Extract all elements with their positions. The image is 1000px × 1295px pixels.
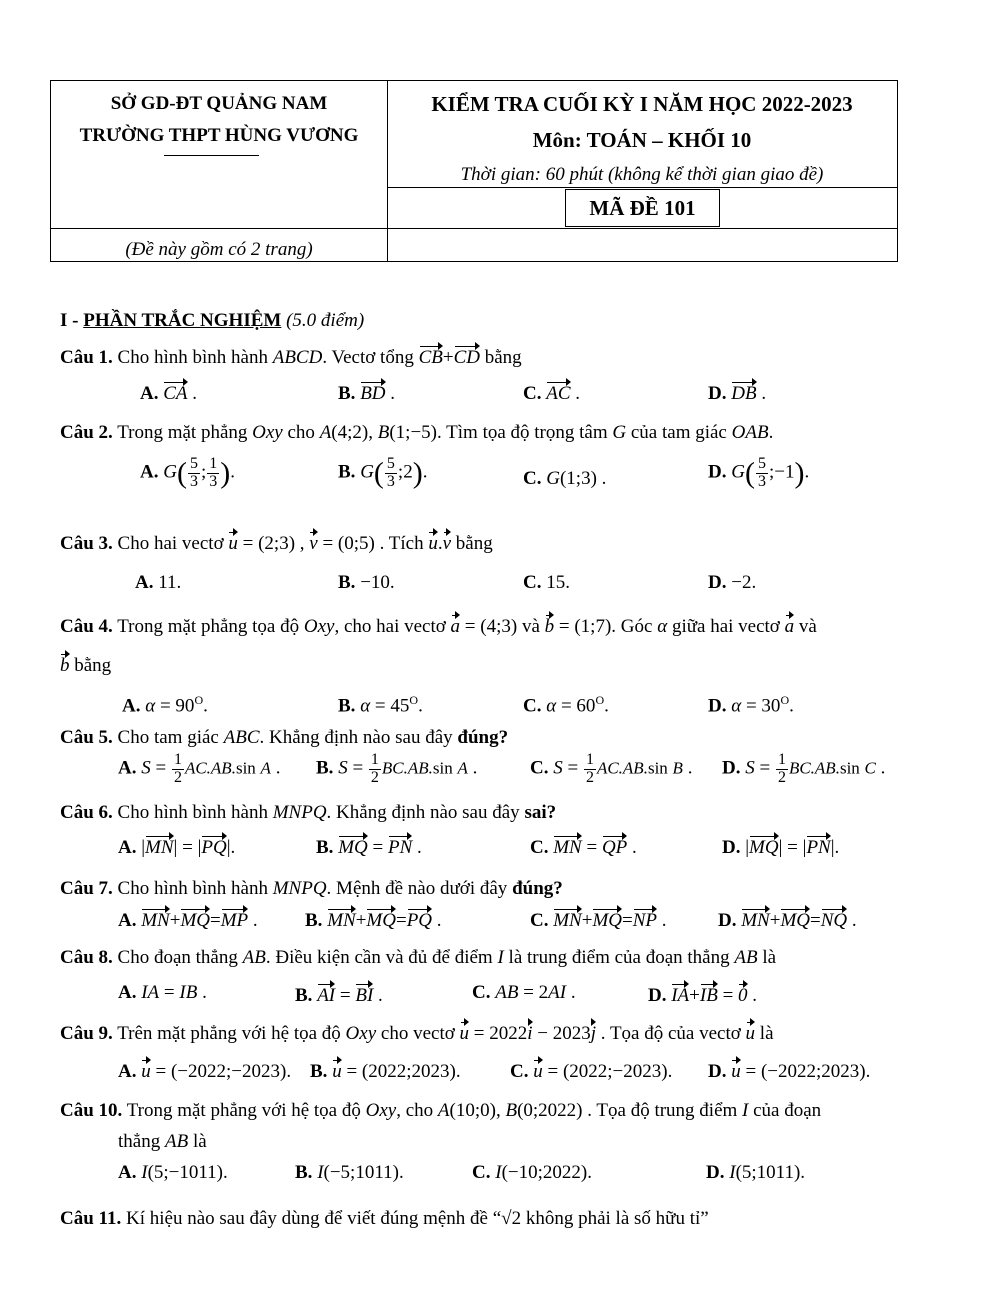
q4-option-d[interactable]: D. $\alpha = 30^O$. [708, 693, 794, 717]
question-label: Câu 8. [60, 947, 113, 968]
q5-option-c[interactable]: C. S = $\frac{1}{2}$ AC.AB.sin B . [530, 751, 693, 786]
q6-option-d[interactable]: D. |MQ| = |PN|. [722, 834, 839, 859]
q3-option-a[interactable]: A. 11. [135, 572, 182, 593]
exam-header-table [50, 80, 898, 262]
section-title: I - PHẦN TRẮC NGHIỆM (5.0 điểm) [60, 310, 365, 331]
q6-option-b[interactable]: B. MQ = PN . [316, 834, 422, 859]
q5-option-d[interactable]: D. S = $\frac{1}{2}$ BC.AB.sin C . [722, 751, 886, 786]
org-underline [164, 155, 259, 156]
question-label: Câu 10. [60, 1100, 123, 1121]
q7-option-d[interactable]: D. MN+MQ=NQ . [718, 907, 857, 932]
q3-option-d[interactable]: D. −2. [708, 572, 757, 593]
question-1: Câu 1. Cho hình bình hành ABCD. Vectơ tổng CB+CD bằng [60, 344, 522, 369]
q1-option-a[interactable]: A. CA . [140, 380, 197, 405]
q10-option-d[interactable]: D. I(5;1011). [706, 1162, 806, 1183]
question-11: Câu 11. Kí hiệu nào sau đây dùng để viết đúng mệnh đề “√2 không phải là số hữu tỉ” [60, 1208, 709, 1229]
exam-title: KIỂM TRA CUỐI KỲ I NĂM HỌC 2022-2023 [431, 92, 853, 116]
question-label: Câu 4. [60, 616, 113, 637]
q6-option-c[interactable]: C. MN = QP . [530, 834, 637, 859]
time-line: Thời gian: 60 phút (không kể thời gian giao đề) [460, 164, 824, 185]
q5-option-b[interactable]: B. S = $\frac{1}{2}$ BC.AB.sin A . [316, 751, 478, 786]
q1-option-d[interactable]: D. DB . [708, 380, 766, 405]
question-10-cont: thẳng AB là [118, 1131, 207, 1152]
question-label: Câu 6. [60, 802, 113, 823]
question-4: Câu 4. Trong mặt phẳng tọa độ Oxy, cho hai vectơ a = (4;3) và b = (1;7). Góc α giữa hai vectơ a và [60, 613, 817, 638]
exam-code-box: MÃ ĐỀ 101 [565, 189, 720, 227]
q7-option-b[interactable]: B. MN+MQ=PQ . [305, 907, 442, 932]
q3-option-b[interactable]: B. −10. [338, 572, 395, 593]
question-label: Câu 2. [60, 422, 113, 443]
q4-option-c[interactable]: C. $\alpha = 60^O$. [523, 693, 609, 717]
org-line1: SỞ GD-ĐT QUẢNG NAM [110, 93, 328, 114]
q1-option-b[interactable]: B. BD . [338, 380, 395, 405]
question-10: Câu 10. Trong mặt phẳng với hệ tọa độ Oxy, cho A(10;0), B(0;2022) . Tọa độ trung điểm I của đoạn [60, 1100, 822, 1121]
question-label: Câu 3. [60, 533, 113, 554]
header-divider-bottom [51, 228, 897, 229]
q4-option-a[interactable]: A. $\alpha = 90^O$. [122, 693, 208, 717]
q6-option-a[interactable]: A. |MN| = |PQ|. [118, 834, 235, 859]
question-5: Câu 5. Cho tam giác ABC. Khẳng định nào sau đây đúng? [60, 727, 509, 748]
q10-option-a[interactable]: A. I(5;−1011). [118, 1162, 228, 1183]
question-label: Câu 11. [60, 1208, 122, 1229]
q8-option-b[interactable]: B. AI = BI . [295, 982, 383, 1007]
question-9: Câu 9. Trên mặt phẳng với hệ tọa độ Oxy cho vectơ u = 2022i − 2023j . Tọa độ của vectơ u là [60, 1020, 774, 1045]
header-divider-right [387, 187, 897, 188]
q9-option-a[interactable]: A. u = (−2022;−2023). [118, 1058, 291, 1083]
q7-option-c[interactable]: C. MN+MQ=NP . [530, 907, 667, 932]
q9-option-d[interactable]: D. u = (−2022;2023). [708, 1058, 870, 1083]
q5-option-a[interactable]: A. S = $\frac{1}{2}$ AC.AB.sin A . [118, 751, 281, 786]
q8-option-d[interactable]: D. IA+IB = 0 . [648, 982, 757, 1007]
q2-option-b[interactable]: B. G( $\frac{5}{3}$ ;2). [338, 455, 428, 490]
subject-line: Môn: TOÁN – KHỐI 10 [532, 128, 752, 152]
q1-option-c[interactable]: C. AC . [523, 380, 580, 405]
question-label: Câu 9. [60, 1023, 113, 1044]
question-7: Câu 7. Cho hình bình hành MNPQ. Mệnh đề nào dưới đây đúng? [60, 878, 563, 899]
q3-option-c[interactable]: C. 15. [523, 572, 570, 593]
question-8: Câu 8. Cho đoạn thẳng AB. Điều kiện cần và đủ để điểm I là trung điểm của đoạn thẳng AB là [60, 947, 777, 968]
question-label: Câu 1. [60, 347, 113, 368]
q10-option-b[interactable]: B. I(−5;1011). [295, 1162, 404, 1183]
q10-option-c[interactable]: C. I(−10;2022). [472, 1162, 592, 1183]
q9-option-b[interactable]: B. u = (2022;2023). [310, 1058, 461, 1083]
question-2: Câu 2. Trong mặt phẳng Oxy cho A(4;2), B(1;−5). Tìm tọa độ trọng tâm G của tam giác OAB. [60, 422, 774, 443]
q8-option-a[interactable]: A. IA = IB . [118, 982, 207, 1003]
pages-note: (Đề này gồm có 2 trang) [125, 239, 313, 260]
q8-option-c[interactable]: C. AB = 2AI . [472, 982, 576, 1003]
q2-option-a[interactable]: A. G( $\frac{5}{3}$ ; $\frac{1}{3}$ ). [140, 455, 235, 490]
question-label: Câu 7. [60, 878, 113, 899]
q7-option-a[interactable]: A. MN+MQ=MP . [118, 907, 258, 932]
question-4-cont: b bằng [60, 652, 111, 677]
q9-option-c[interactable]: C. u = (2022;−2023). [510, 1058, 672, 1083]
question-label: Câu 5. [60, 727, 113, 748]
q2-option-c[interactable]: C. G(1;3) . [523, 468, 607, 489]
question-6: Câu 6. Cho hình bình hành MNPQ. Khẳng định nào sau đây sai? [60, 802, 557, 823]
question-3: Câu 3. Cho hai vectơ u = (2;3) , v = (0;5) . Tích u.v bằng [60, 530, 493, 555]
q4-option-b[interactable]: B. $\alpha = 45^O$. [338, 693, 423, 717]
org-line2: TRƯỜNG THPT HÙNG VƯƠNG [79, 125, 359, 146]
q2-option-d[interactable]: D. G( $\frac{5}{3}$ ;−1). [708, 455, 810, 490]
